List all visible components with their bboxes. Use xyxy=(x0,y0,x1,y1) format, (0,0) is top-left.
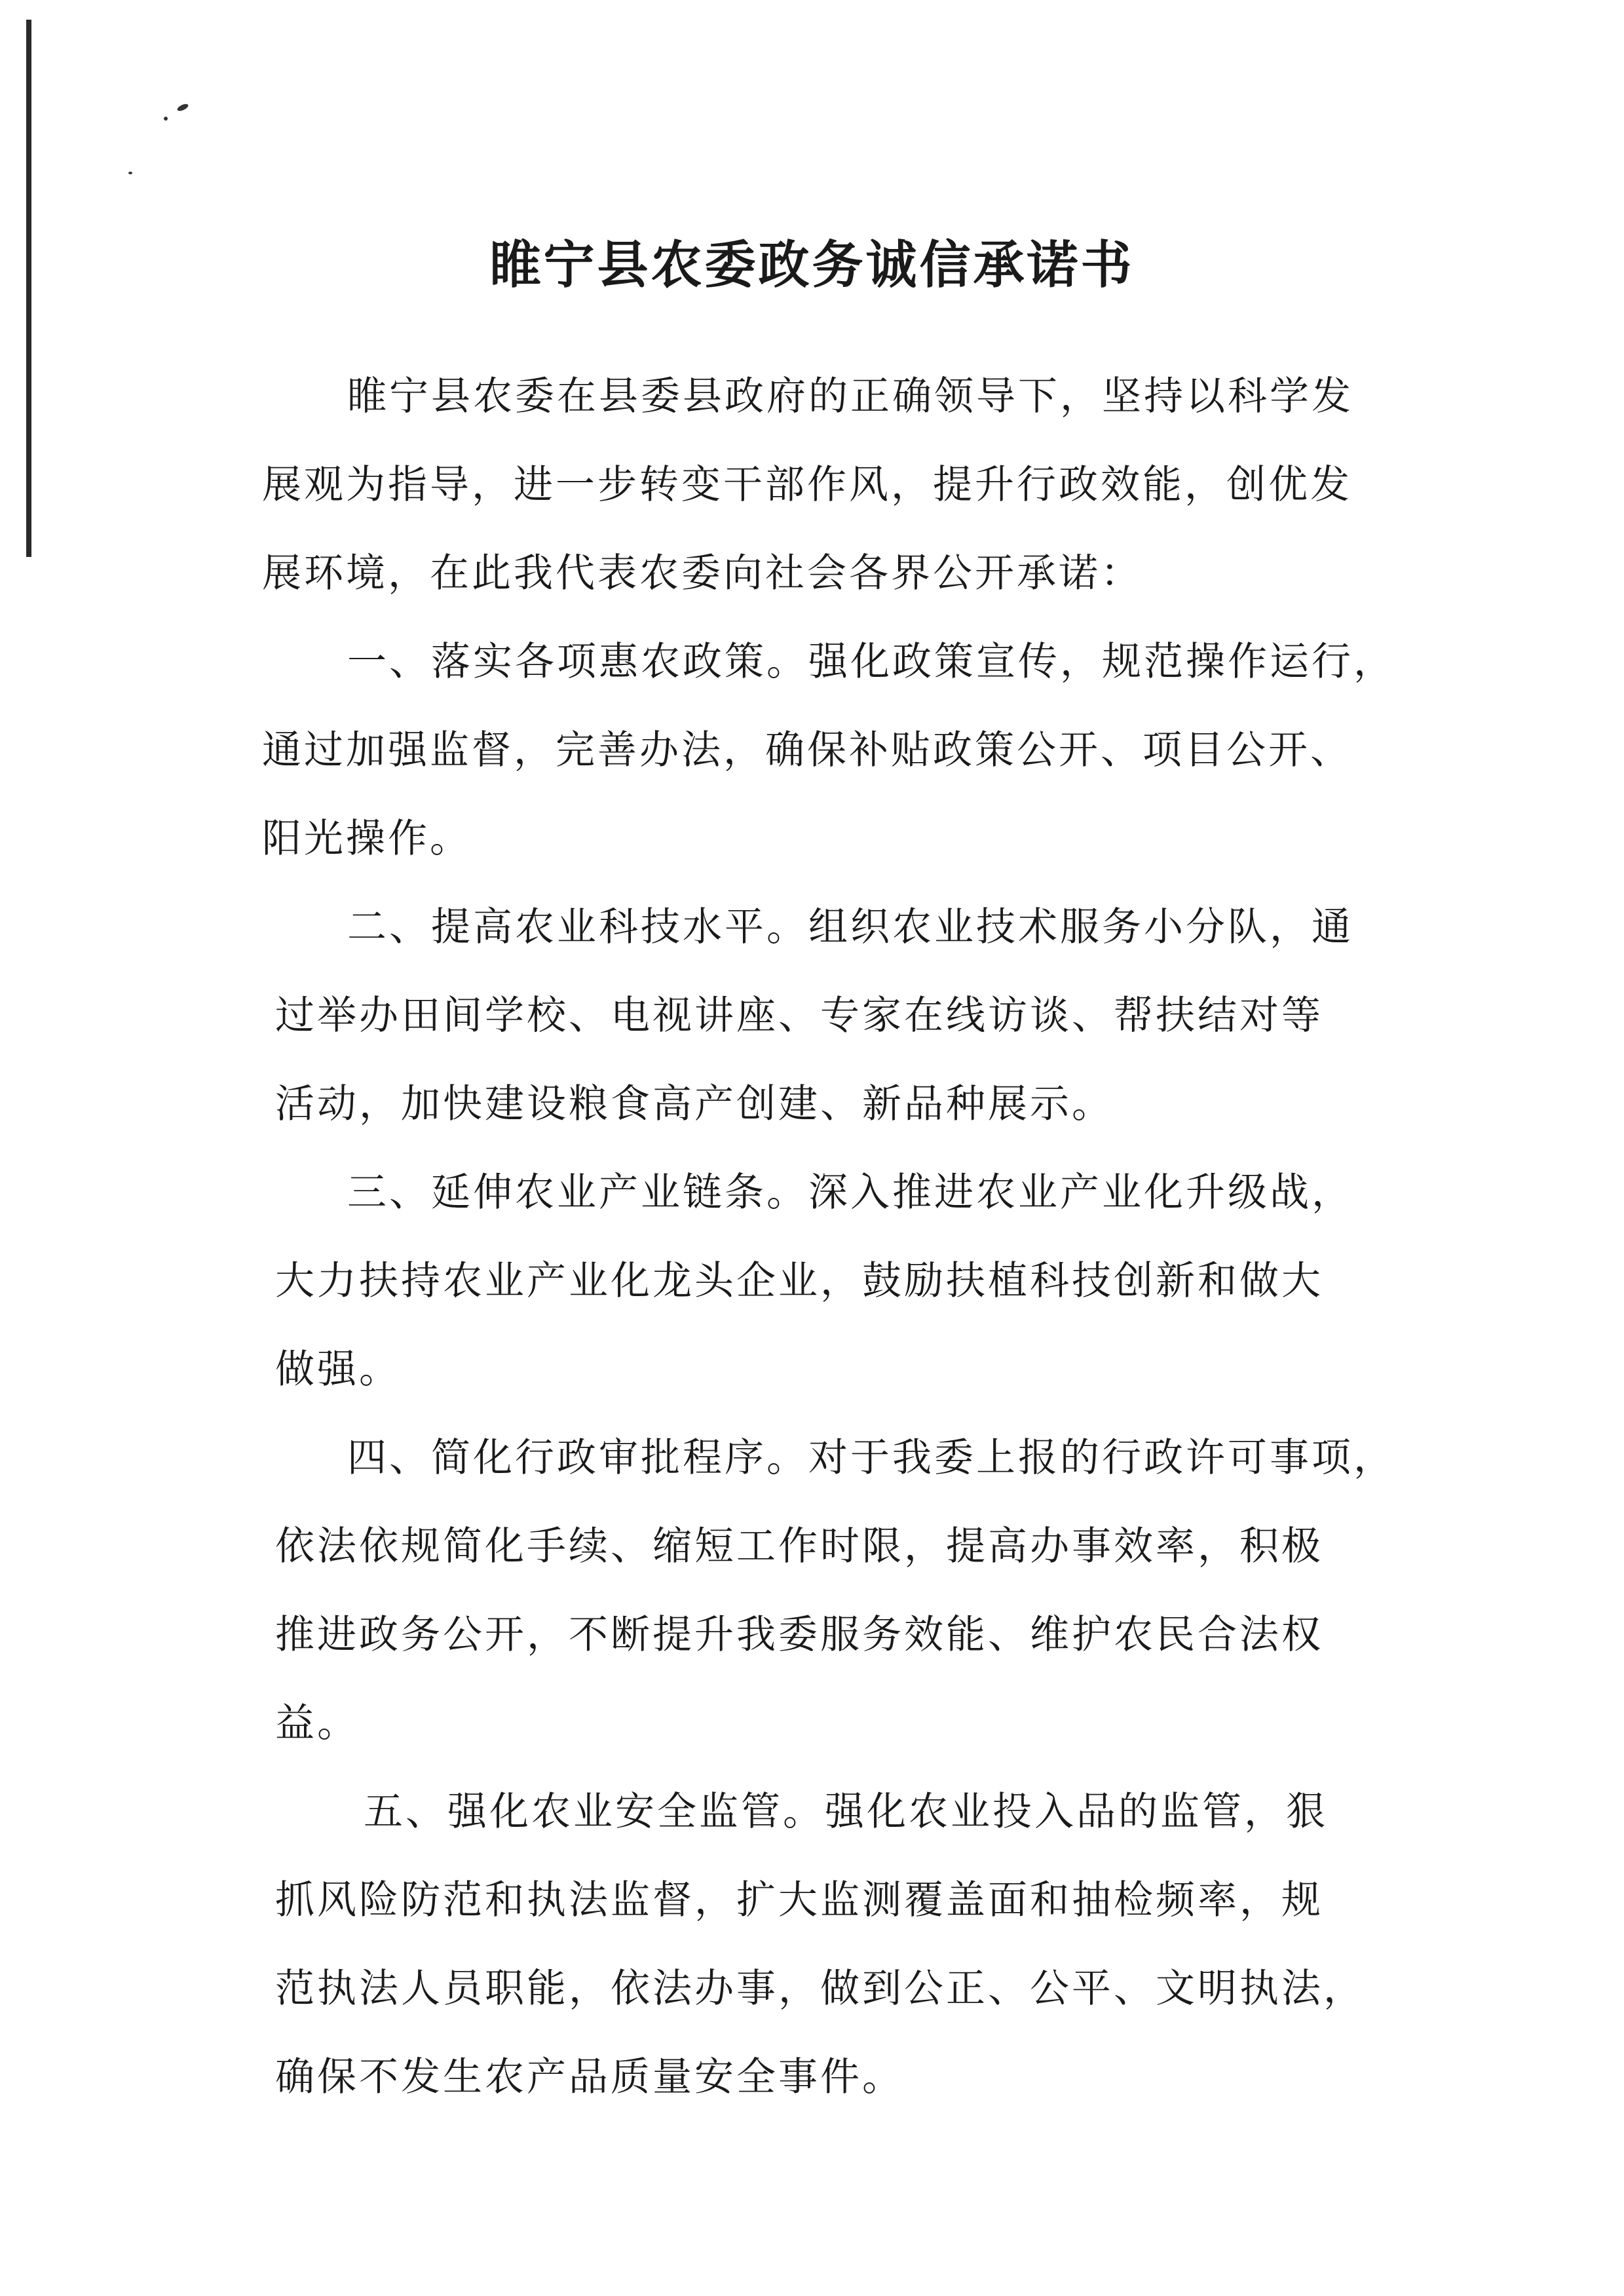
document-title: 睢宁县农委政务诚信承诺书 xyxy=(489,235,1135,296)
text-line: 做强。 xyxy=(275,1347,401,1392)
text-line: 确保不发生农产品质量安全事件。 xyxy=(275,2054,904,2100)
text-line: 睢宁县农委在县委县政府的正确领导下，坚持以科学发 xyxy=(347,373,1353,419)
text-line: 推进政务公开，不断提升我委服务效能、维护农民合法权 xyxy=(275,1612,1323,1658)
text-line: 三、延伸农业产业链条。深入推进农业产业化升级战， xyxy=(347,1170,1353,1215)
text-line: 通过加强监督，完善办法，确保补贴政策公开、项目公开、 xyxy=(262,727,1352,773)
text-line: 展观为指导，进一步转变干部作风，提升行政效能，创优发 xyxy=(262,462,1352,508)
text-line: 阳光操作。 xyxy=(262,816,472,862)
text-line: 依法依规简化手续、缩短工作时限，提高办事效率，积极 xyxy=(275,1523,1323,1569)
text-line: 过举办田间学校、电视讲座、专家在线访谈、帮扶结对等 xyxy=(275,993,1323,1039)
text-line: 抓风险防范和执法监督，扩大监测覆盖面和抽检频率，规 xyxy=(275,1877,1323,1923)
text-line: 一、落实各项惠农政策。强化政策宣传，规范操作运行， xyxy=(347,639,1395,685)
scan-speck xyxy=(164,117,168,121)
text-line: 范执法人员职能，依法办事，做到公正、公平、文明执法， xyxy=(275,1966,1365,2012)
text-line: 四、简化行政审批程序。对于我委上报的行政许可事项， xyxy=(347,1435,1395,1481)
text-line: 大力扶持农业产业化龙头企业，鼓励扶植科技创新和做大 xyxy=(275,1258,1323,1304)
scan-speck xyxy=(128,172,132,174)
text-line: 活动，加快建设粮食高产创建、新品种展示。 xyxy=(275,1081,1114,1127)
scan-speck xyxy=(176,103,189,113)
text-line: 五、强化农业安全监管。强化农业投入品的监管，狠 xyxy=(364,1789,1328,1835)
text-line: 益。 xyxy=(275,1700,359,1746)
text-line: 展环境，在此我代表农委向社会各界公开承诺： xyxy=(262,550,1142,596)
text-line: 二、提高农业科技水平。组织农业技术服务小分队，通 xyxy=(347,904,1353,950)
